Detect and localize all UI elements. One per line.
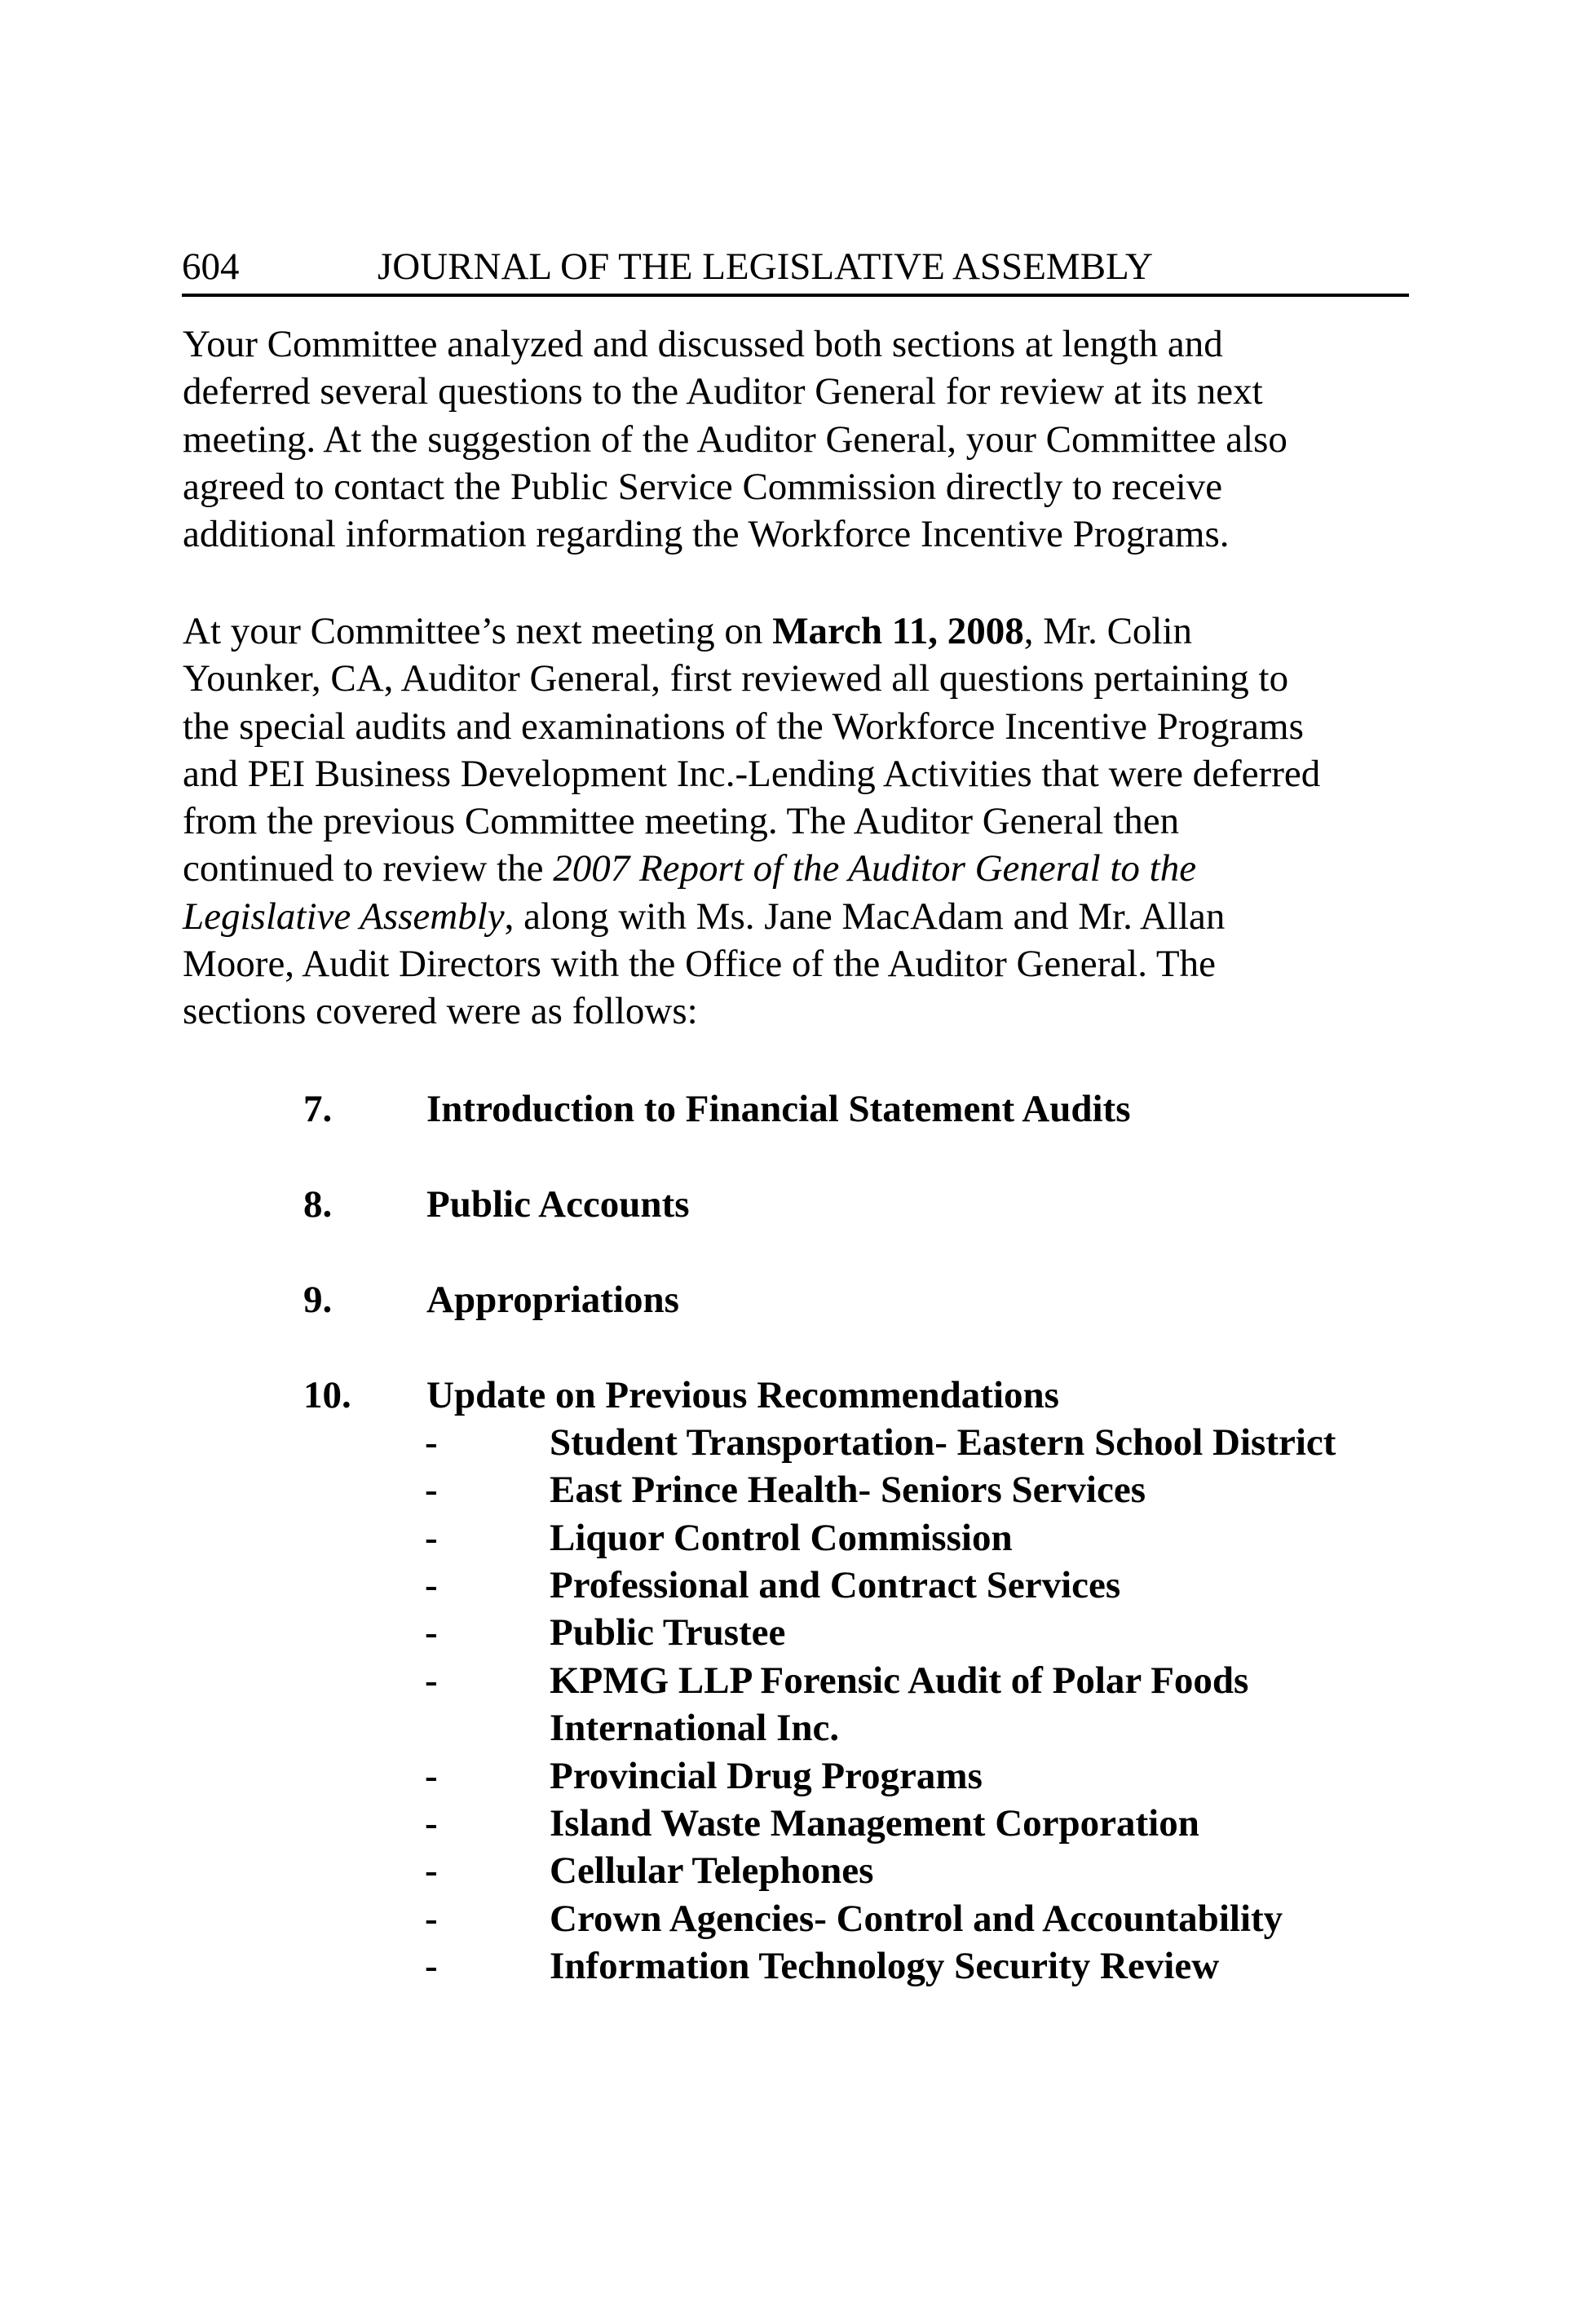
paragraph-line: and PEI Business Development Inc.-Lending Activities that were deferred [183, 752, 1321, 795]
section-title: Appropriations [426, 1279, 679, 1321]
recommendation-text: Liquor Control Commission [550, 1517, 1013, 1559]
paragraph-line: agreed to contact the Public Service Commission directly to receive [183, 465, 1223, 508]
recommendation-text: Island Waste Management Corporation [550, 1802, 1199, 1845]
paragraph-line: Moore, Audit Directors with the Office of the Auditor General. The [183, 943, 1216, 986]
line-text: At your Committee’s next meeting on [183, 610, 773, 652]
bullet-dash: - [425, 1849, 438, 1892]
paragraph-line: meeting. At the suggestion of the Auditor General, your Committee also [183, 418, 1287, 461]
report-title: Legislative Assembly [183, 895, 505, 938]
paragraph-line: sections covered were as follows: [183, 990, 698, 1033]
paragraph-line: additional information regarding the Workforce Incentive Programs. [183, 513, 1230, 556]
recommendation-text: Crown Agencies- Control and Accountability [550, 1898, 1283, 1940]
bullet-dash: - [425, 1755, 438, 1797]
bullet-dash: - [425, 1517, 438, 1559]
bullet-dash: - [425, 1802, 438, 1845]
line-text: , Mr. Colin [1023, 610, 1193, 652]
recommendation-text: Provincial Drug Programs [550, 1755, 983, 1797]
paragraph-line: from the previous Committee meeting. The Auditor General then [183, 800, 1180, 843]
section-title: Public Accounts [426, 1183, 690, 1226]
line-text: , along with Ms. Jane MacAdam and Mr. Allan [504, 895, 1226, 938]
report-title: 2007 Report of the Auditor General to the [553, 847, 1197, 890]
recommendation-text: KPMG LLP Forensic Audit of Polar Foods [550, 1659, 1249, 1702]
paragraph-line: Younker, CA, Auditor General, first reviewed all questions pertaining to [183, 657, 1289, 700]
page-number: 604 [182, 245, 240, 288]
recommendation-text: East Prince Health- Seniors Services [550, 1469, 1146, 1511]
bullet-dash: - [425, 1659, 438, 1702]
bullet-dash: - [425, 1469, 438, 1511]
bullet-dash: - [425, 1898, 438, 1940]
line-text: continued to review the [183, 847, 554, 890]
paragraph-line: deferred several questions to the Auditor General for review at its next [183, 370, 1263, 413]
section-number: 8. [303, 1183, 333, 1226]
section-number: 7. [303, 1088, 333, 1130]
recommendation-text: Public Trustee [550, 1611, 786, 1654]
bullet-dash: - [425, 1564, 438, 1606]
recommendation-text: Information Technology Security Review [550, 1945, 1220, 1987]
bullet-dash: - [425, 1945, 438, 1987]
recommendation-text: Student Transportation- Eastern School District [550, 1421, 1336, 1464]
recommendation-text: Professional and Contract Services [550, 1564, 1121, 1606]
journal-title: JOURNAL OF THE LEGISLATIVE ASSEMBLY [378, 245, 1153, 288]
section-title: Update on Previous Recommendations [426, 1374, 1059, 1416]
recommendation-text: International Inc. [550, 1707, 840, 1749]
section-number: 9. [303, 1279, 333, 1321]
section-number: 10. [303, 1374, 351, 1416]
meeting-date: March 11, 2008 [772, 610, 1024, 652]
recommendation-text: Cellular Telephones [550, 1849, 874, 1892]
paragraph-line: the special audits and examinations of the Workforce Incentive Programs [183, 705, 1304, 748]
paragraph-line: Your Committee analyzed and discussed both sections at length and [183, 323, 1223, 365]
section-title: Introduction to Financial Statement Audits [426, 1088, 1131, 1130]
bullet-dash: - [425, 1611, 438, 1654]
bullet-dash: - [425, 1421, 438, 1464]
